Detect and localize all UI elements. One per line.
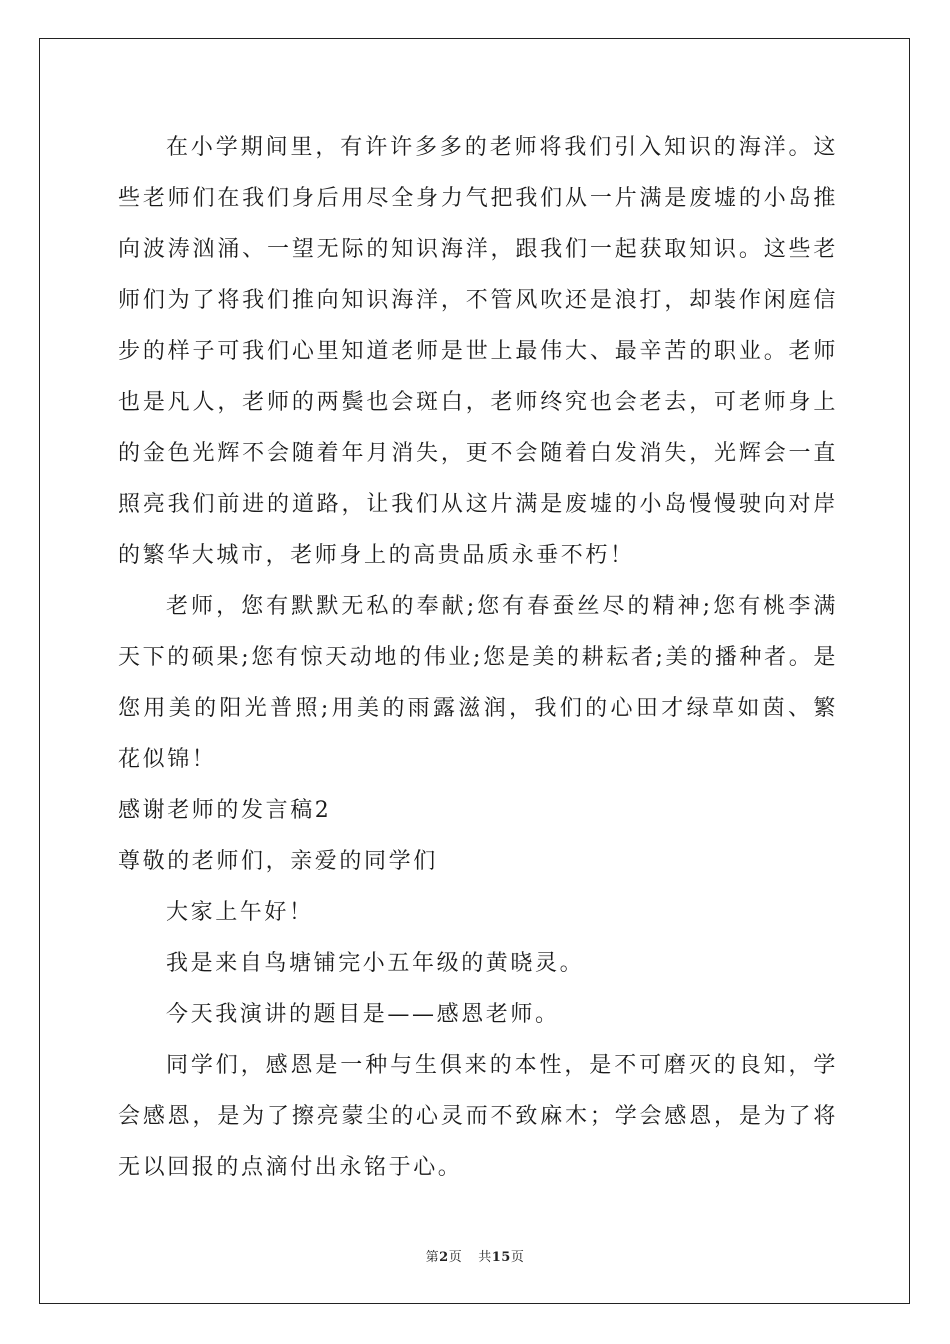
- salutation: 尊敬的老师们，亲爱的同学们: [118, 849, 438, 874]
- speech-topic: 今天我演讲的题目是——感恩老师。: [166, 1002, 560, 1027]
- document-body: [118, 122, 838, 1193]
- paragraph-teachers-guidance: 在小学期间里，有许许多多的老师将我们引入知识的海洋。这些老师们在我们身后用尽全身力气把我们从一片满是废墟的小岛推向波涛汹涌、一望无际的知识海洋，跟我们一起获取知识。这些老师们为了将我们推向知识海洋，不管风吹还是浪打，却装作闲庭信步的样子可我们心里知道老师是世上最伟大、最辛苦的职业。老师也是凡人，老师的两鬓也会斑白，老师终究也会老去，可老师身上的金色光辉不会随着年月消失，更不会随着白发消失，光辉会一直照亮我们前进的道路，让我们从这片满是废墟的小岛慢慢驶向对岸的繁华大城市，老师身上的高贵品质永垂不朽！: [118, 135, 838, 568]
- paragraph-teacher-praise: 老师，您有默默无私的奉献;您有春蚕丝尽的精神;您有桃李满天下的硕果;您有惊天动地的伟业;您是美的耕耘者;美的播种者。是您用美的阳光普照;用美的雨露滋润，我们的心田才绿草如茵、繁花似锦！: [118, 594, 838, 772]
- footer-page-suffix: 页: [448, 1250, 463, 1265]
- footer-total-suffix: 页: [510, 1250, 525, 1265]
- page-footer: [0, 1249, 950, 1267]
- total-pages-number: 15: [491, 1250, 511, 1265]
- self-introduction: 我是来自鸟塘铺完小五年级的黄晓灵。: [166, 951, 585, 976]
- footer-total-prefix: 共: [478, 1250, 492, 1265]
- section-heading: 感谢老师的发言稿2: [118, 798, 332, 823]
- footer-prefix: 第: [425, 1250, 440, 1265]
- greeting: 大家上午好！: [166, 900, 314, 925]
- paragraph-gratitude: 同学们，感恩是一种与生俱来的本性，是不可磨灭的良知，学会感恩，是为了擦亮蒙尘的心灵而不致麻木；学会感恩，是为了将无以回报的点滴付出永铭于心。: [118, 1053, 838, 1180]
- current-page-number: 2: [439, 1250, 449, 1265]
